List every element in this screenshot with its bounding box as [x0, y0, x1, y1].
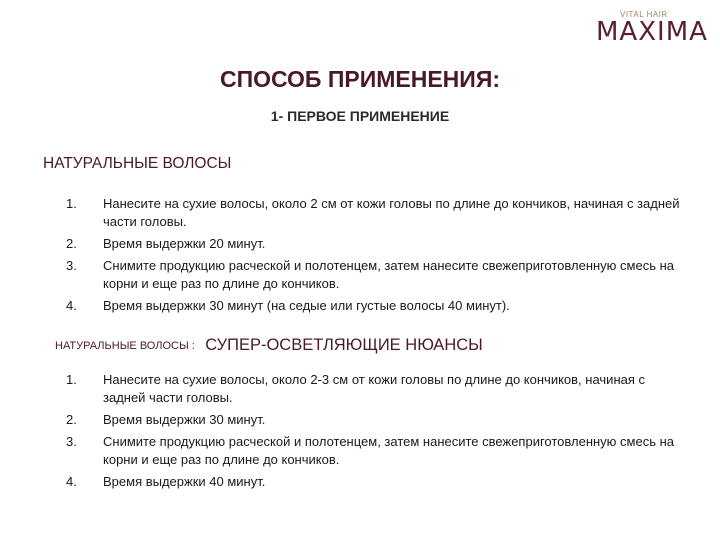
step-text: Время выдержки 30 минут (на седые или густые волосы 40 минут).: [103, 298, 510, 313]
section-heading-prefix: НАТУРАЛЬНЫЕ ВОЛОСЫ :: [55, 340, 195, 352]
page-title: СПОСОБ ПРИМЕНЕНИЯ:: [219, 66, 501, 92]
section-heading-main: СУПЕР-ОСВЕТЛЯЮЩИЕ НЮАНСЫ: [205, 336, 483, 354]
step-item: [0, 411, 720, 429]
step-number: 1.: [66, 196, 77, 211]
step-item: [0, 195, 720, 231]
step-number: 2.: [66, 236, 77, 251]
step-item: [0, 257, 720, 293]
step-text: Снимите продукцию расческой и полотенцем, затем нанесите свежеприготовленную смесь на корни и еще раз по длине до кончиков.: [103, 258, 674, 291]
brand-logo: [596, 10, 708, 50]
step-number: 3.: [66, 434, 77, 449]
step-item: [0, 371, 720, 407]
step-text: Нанесите на сухие волосы, около 2-3 см от кожи головы по длине до кончиков, начиная с задней части головы.: [103, 372, 646, 405]
section-heading-natural-hair: НАТУРАЛЬНЫЕ ВОЛОСЫ: [43, 155, 232, 172]
page-subtitle: 1- ПЕРВОЕ ПРИМЕНЕНИЕ: [270, 108, 450, 124]
logo-tagline: VITAL HAIR: [620, 10, 668, 19]
step-text: Время выдержки 30 минут.: [103, 412, 266, 427]
step-item: [0, 235, 720, 253]
step-text: Время выдержки 40 минут.: [103, 474, 266, 489]
step-number: 3.: [66, 258, 77, 273]
step-text: Снимите продукцию расческой и полотенцем, затем нанесите свежеприготовленную смесь на корни и еще раз по длине до кончиков.: [103, 434, 674, 467]
steps-list-natural-hair: [0, 195, 720, 319]
step-number: 1.: [66, 372, 77, 387]
step-item: [0, 473, 720, 491]
step-number: 4.: [66, 298, 77, 313]
step-number: 4.: [66, 474, 77, 489]
logo-wordmark: MAXIMA: [596, 17, 708, 47]
section-heading-super-lightening: [55, 336, 483, 355]
step-item: [0, 433, 720, 469]
steps-list-super-lightening: [0, 371, 720, 495]
step-text: Время выдержки 20 минут.: [103, 236, 266, 251]
step-item: [0, 297, 720, 315]
step-text: Нанесите на сухие волосы, около 2 см от кожи головы по длине до кончиков, начиная с задней части головы.: [103, 196, 680, 229]
step-number: 2.: [66, 412, 77, 427]
